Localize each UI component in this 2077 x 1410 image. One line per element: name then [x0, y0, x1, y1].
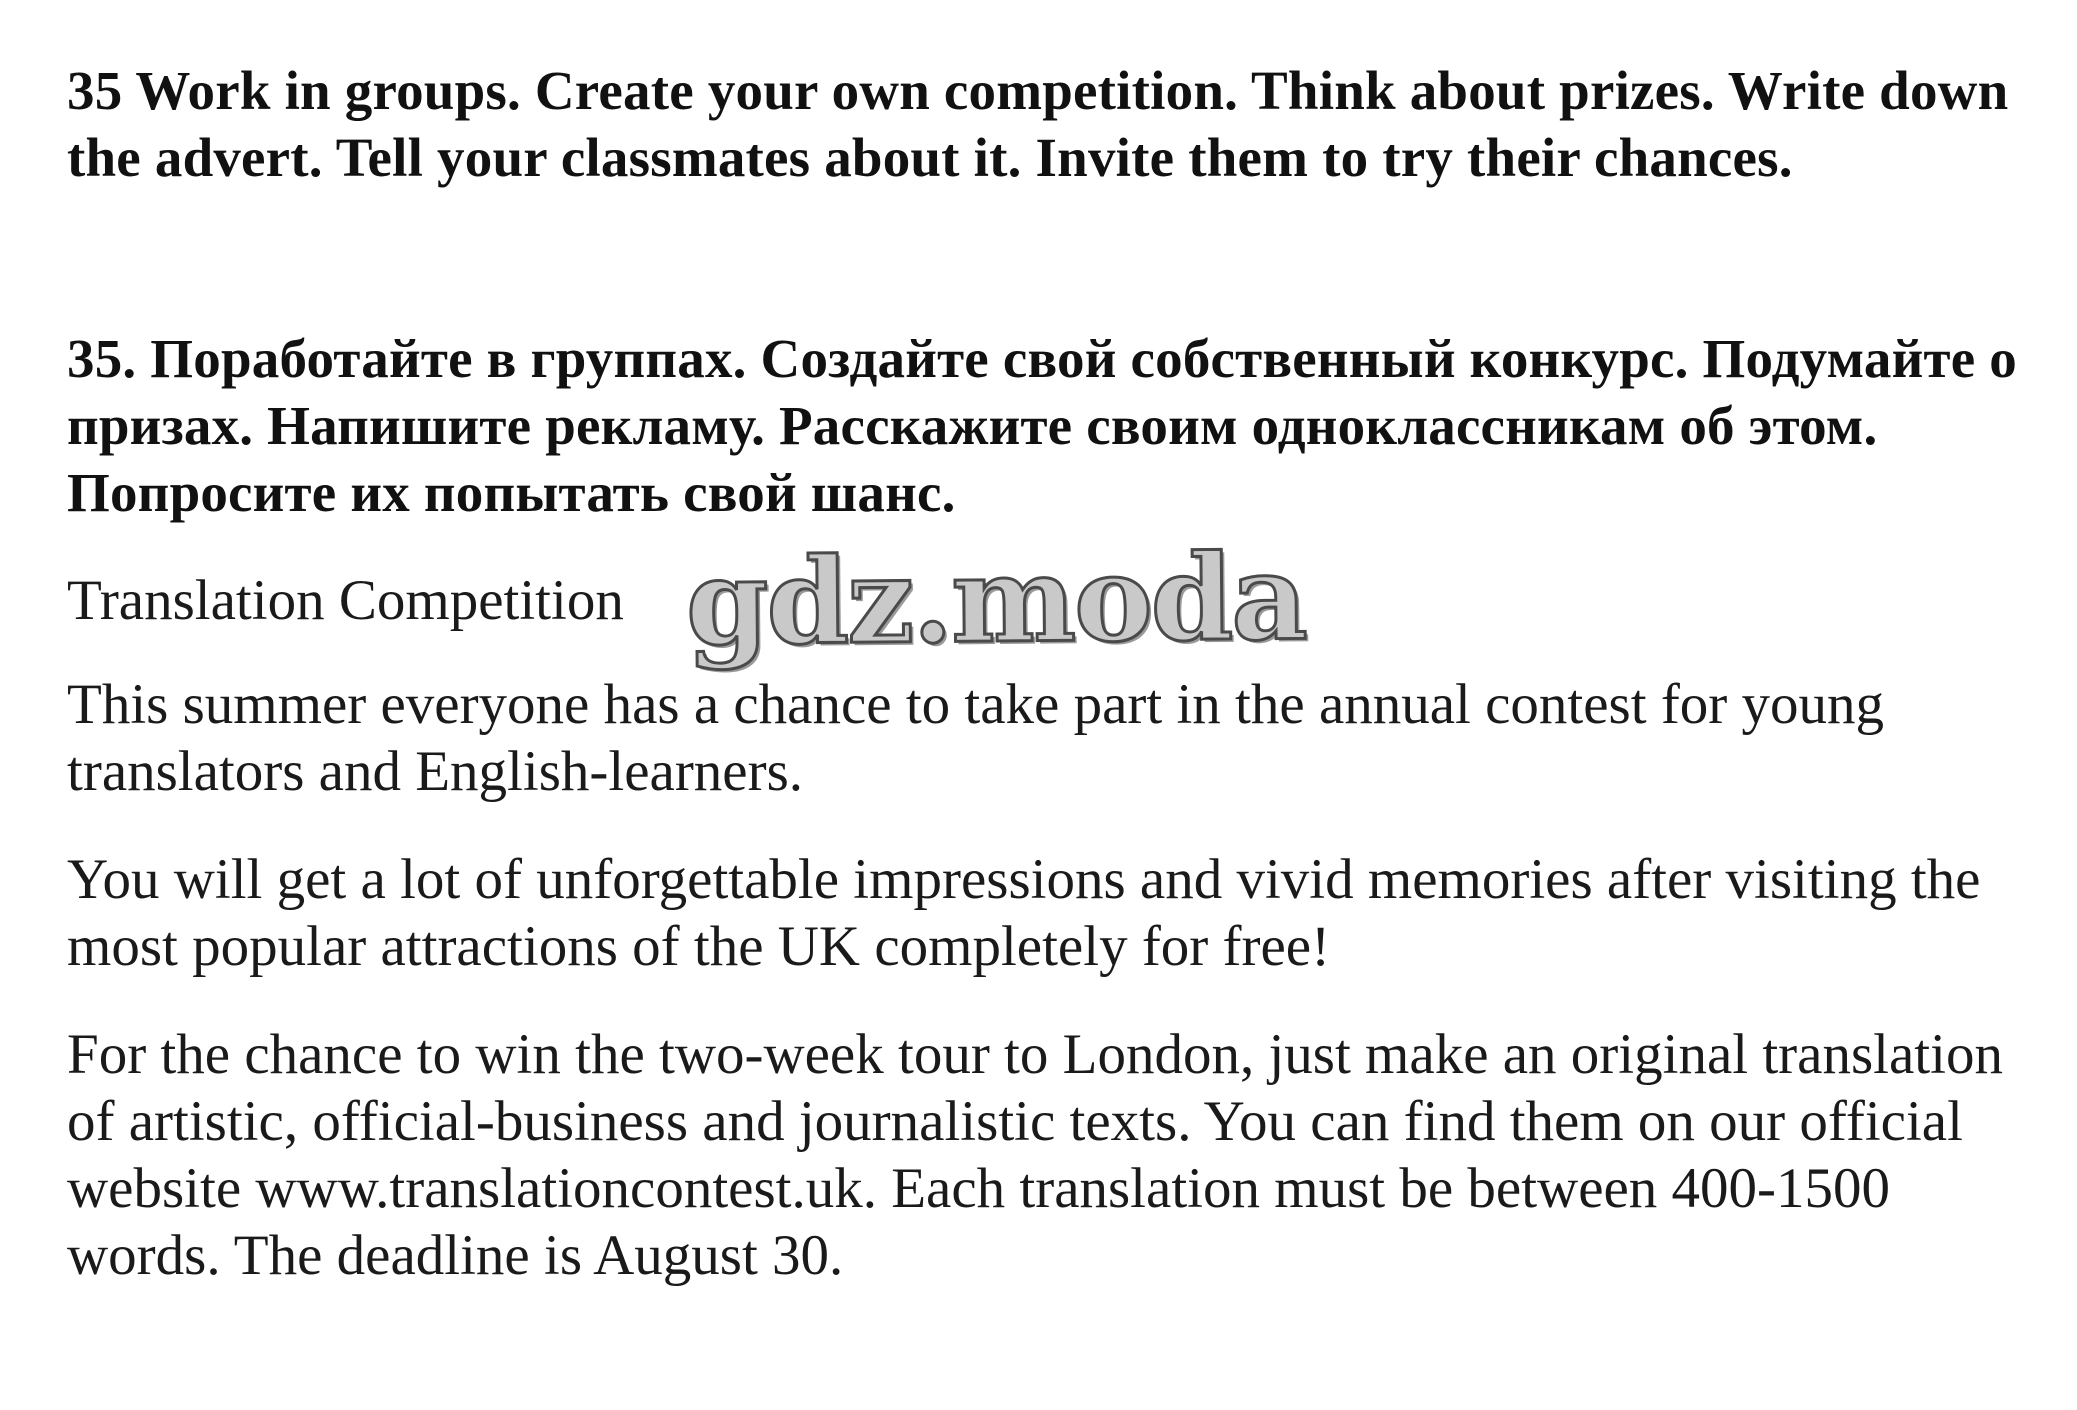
answer-paragraph-2: You will get a lot of unforgettable impressions and vivid memories after visiting the most popular attractions of the UK completely for free! — [67, 848, 1981, 978]
answer-paragraph-3: For the chance to win the two-week tour to London, just make an original translation of artistic, official-business and journalistic texts. You can find them on our official website www.translationcontest.uk. Each translation must be between 400-1500 words. The deadline is August 30. — [67, 1023, 2003, 1287]
watermark-logo: gdz.moda — [685, 527, 1307, 672]
answer-paragraph-1: This summer everyone has a chance to take part in the annual contest for young translators and English-learners. — [67, 673, 1885, 803]
task-instruction-english: 35 Work in groups. Create your own competition. Think about prizes. Write down the advert. Tell your classmates about it. Invite them to try their chances. — [67, 60, 2009, 188]
answer-title: Translation Competition — [67, 569, 624, 632]
task-instruction-russian: 35. Поработайте в группах. Создайте свой собственный конкурс. Подумайте о призах. Напишите рекламу. Расскажите своим одноклассникам об этом. Попросите их попытать свой шанс. — [67, 328, 2017, 523]
